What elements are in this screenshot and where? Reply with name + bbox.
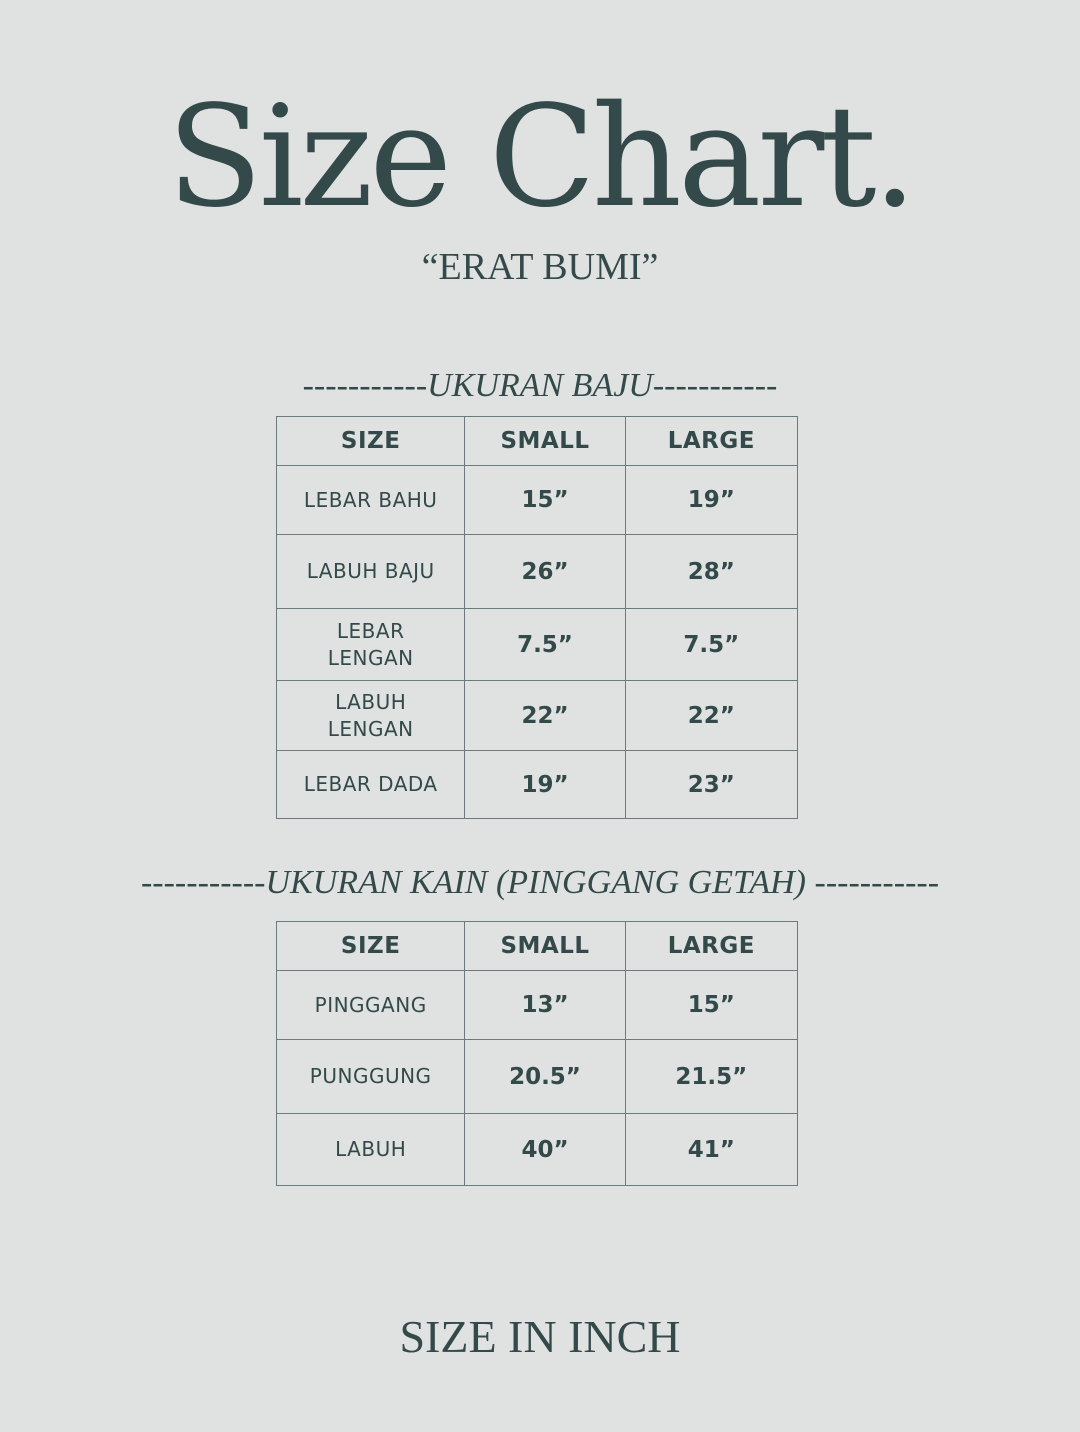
column-header-size: SIZE bbox=[277, 922, 465, 971]
row-label: LABUH bbox=[277, 1114, 465, 1186]
small-value: 40” bbox=[465, 1114, 625, 1186]
section-heading-baju: -----------UKURAN BAJU----------- bbox=[302, 367, 778, 404]
table-row bbox=[277, 535, 798, 609]
small-value: 20.5” bbox=[465, 1040, 625, 1114]
column-header-small: SMALL bbox=[465, 922, 625, 971]
large-value: 19” bbox=[625, 466, 797, 535]
large-value: 28” bbox=[625, 535, 797, 609]
table-row bbox=[277, 971, 798, 1040]
page-title: Size Chart. bbox=[166, 76, 914, 239]
row-label: PUNGGUNG bbox=[277, 1040, 465, 1114]
table-row bbox=[277, 1114, 798, 1186]
column-header-large: LARGE bbox=[625, 922, 797, 971]
small-value: 15” bbox=[465, 466, 625, 535]
row-label: LABUH BAJU bbox=[277, 535, 465, 609]
baju-size-table bbox=[276, 416, 798, 819]
large-value: 22” bbox=[625, 681, 797, 751]
unit-note: SIZE IN INCH bbox=[399, 1311, 681, 1362]
large-value: 41” bbox=[625, 1114, 797, 1186]
table-row bbox=[277, 1040, 798, 1114]
table-row bbox=[277, 681, 798, 751]
large-value: 23” bbox=[625, 751, 797, 819]
column-header-large: LARGE bbox=[625, 417, 797, 466]
large-value: 7.5” bbox=[625, 609, 797, 681]
small-value: 22” bbox=[465, 681, 625, 751]
small-value: 7.5” bbox=[465, 609, 625, 681]
kain-size-table bbox=[276, 921, 798, 1186]
table-row bbox=[277, 751, 798, 819]
row-label: LABUH LENGAN bbox=[277, 681, 465, 751]
row-label: LEBAR LENGAN bbox=[277, 609, 465, 681]
small-value: 19” bbox=[465, 751, 625, 819]
section-heading-kain: -----------UKURAN KAIN (PINGGANG GETAH) ----------- bbox=[140, 864, 940, 901]
row-label: LEBAR DADA bbox=[277, 751, 465, 819]
row-label: LEBAR BAHU bbox=[277, 466, 465, 535]
table-row bbox=[277, 609, 798, 681]
table-header-row bbox=[277, 922, 798, 971]
column-header-size: SIZE bbox=[277, 417, 465, 466]
row-label: PINGGANG bbox=[277, 971, 465, 1040]
table-header-row bbox=[277, 417, 798, 466]
large-value: 21.5” bbox=[625, 1040, 797, 1114]
small-value: 13” bbox=[465, 971, 625, 1040]
column-header-small: SMALL bbox=[465, 417, 625, 466]
small-value: 26” bbox=[465, 535, 625, 609]
collection-name: “ERAT BUMI” bbox=[421, 246, 659, 288]
large-value: 15” bbox=[625, 971, 797, 1040]
table-row bbox=[277, 466, 798, 535]
